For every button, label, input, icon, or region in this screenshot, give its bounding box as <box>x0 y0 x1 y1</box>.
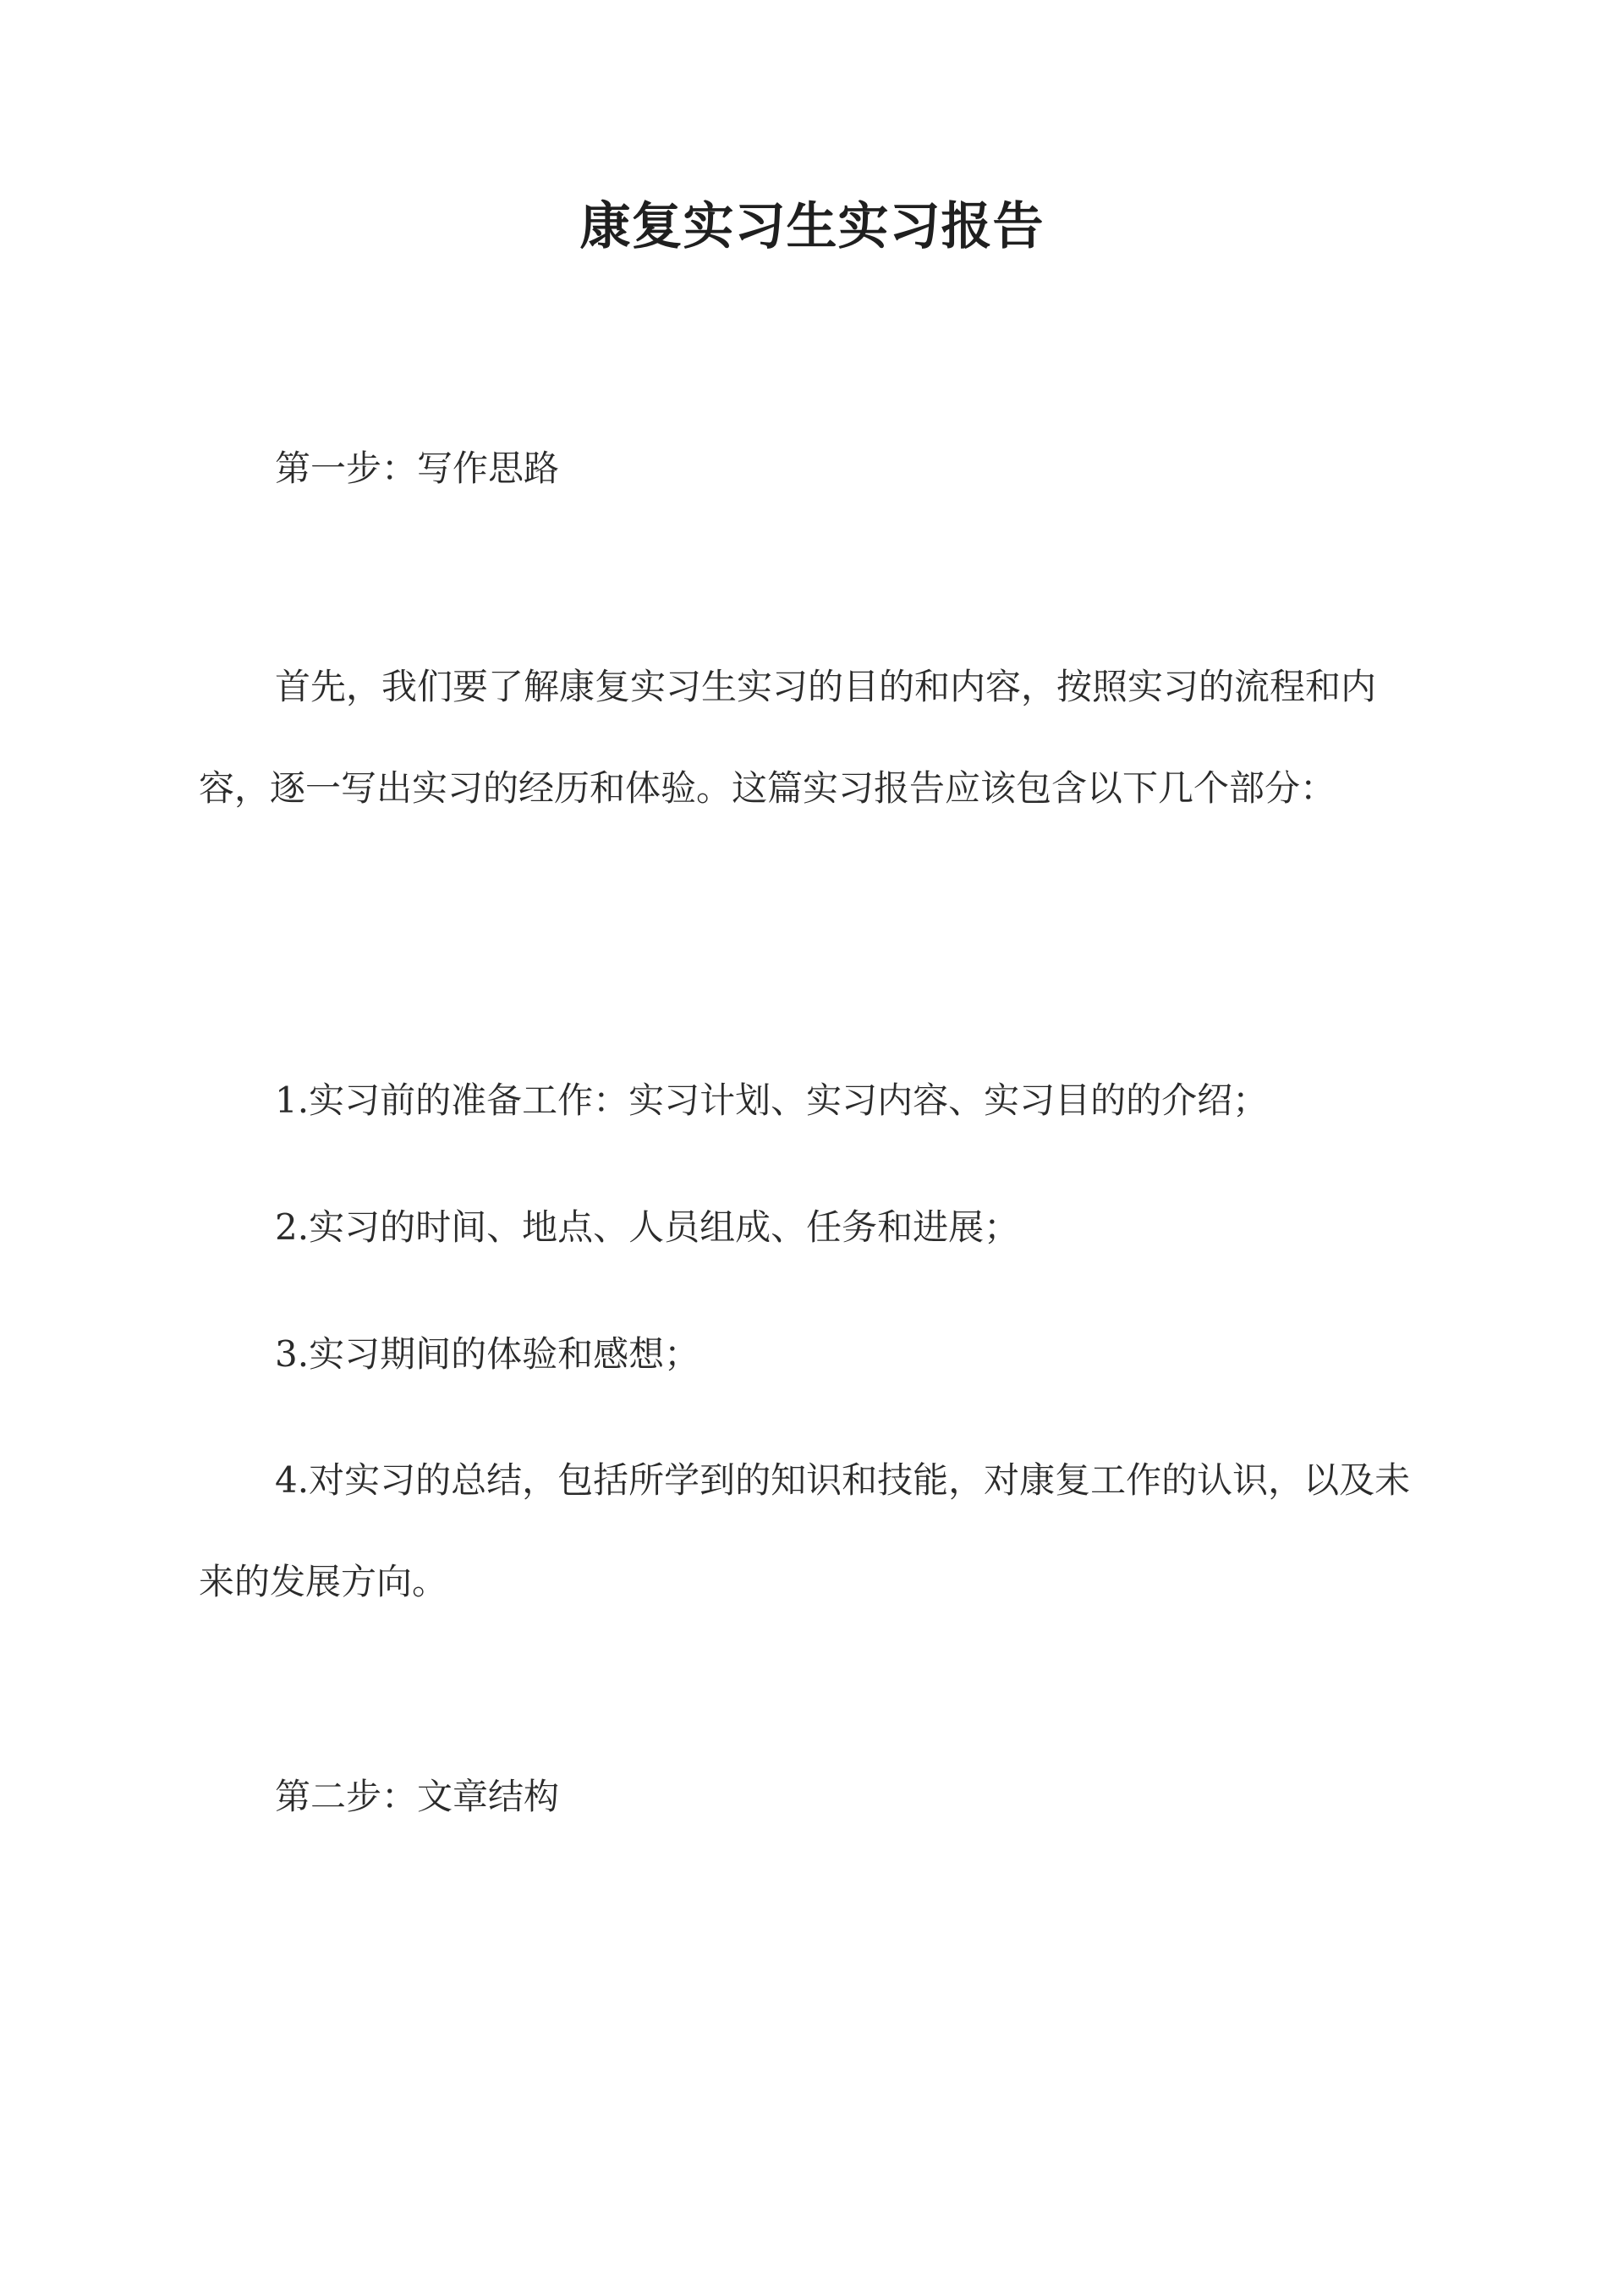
list-item: 2.实习的时间、地点、人员组成、任务和进展； <box>275 1206 1020 1248</box>
intro-paragraph: 首先，我们要了解康复实习生实习的目的和内容，按照实习的流程和内容，逐一写出实习的经历和体验。这篇实习报告应该包含以下几个部分： <box>199 666 1377 809</box>
step1-heading: 第一步：写作思路 <box>275 448 560 489</box>
list-item: 4.对实习的总结，包括所学到的知识和技能，对康复工作的认识，以及未来的发展方向。 <box>199 1459 1411 1602</box>
list-item: 3.实习期间的体验和感想； <box>275 1333 700 1375</box>
page-title: 康复实习生实习报告 <box>579 197 1045 256</box>
list-item: 1.实习前的准备工作：实习计划、实习内容、实习目的的介绍； <box>275 1079 1269 1121</box>
step2-heading: 第二步：文章结构 <box>275 1776 560 1817</box>
